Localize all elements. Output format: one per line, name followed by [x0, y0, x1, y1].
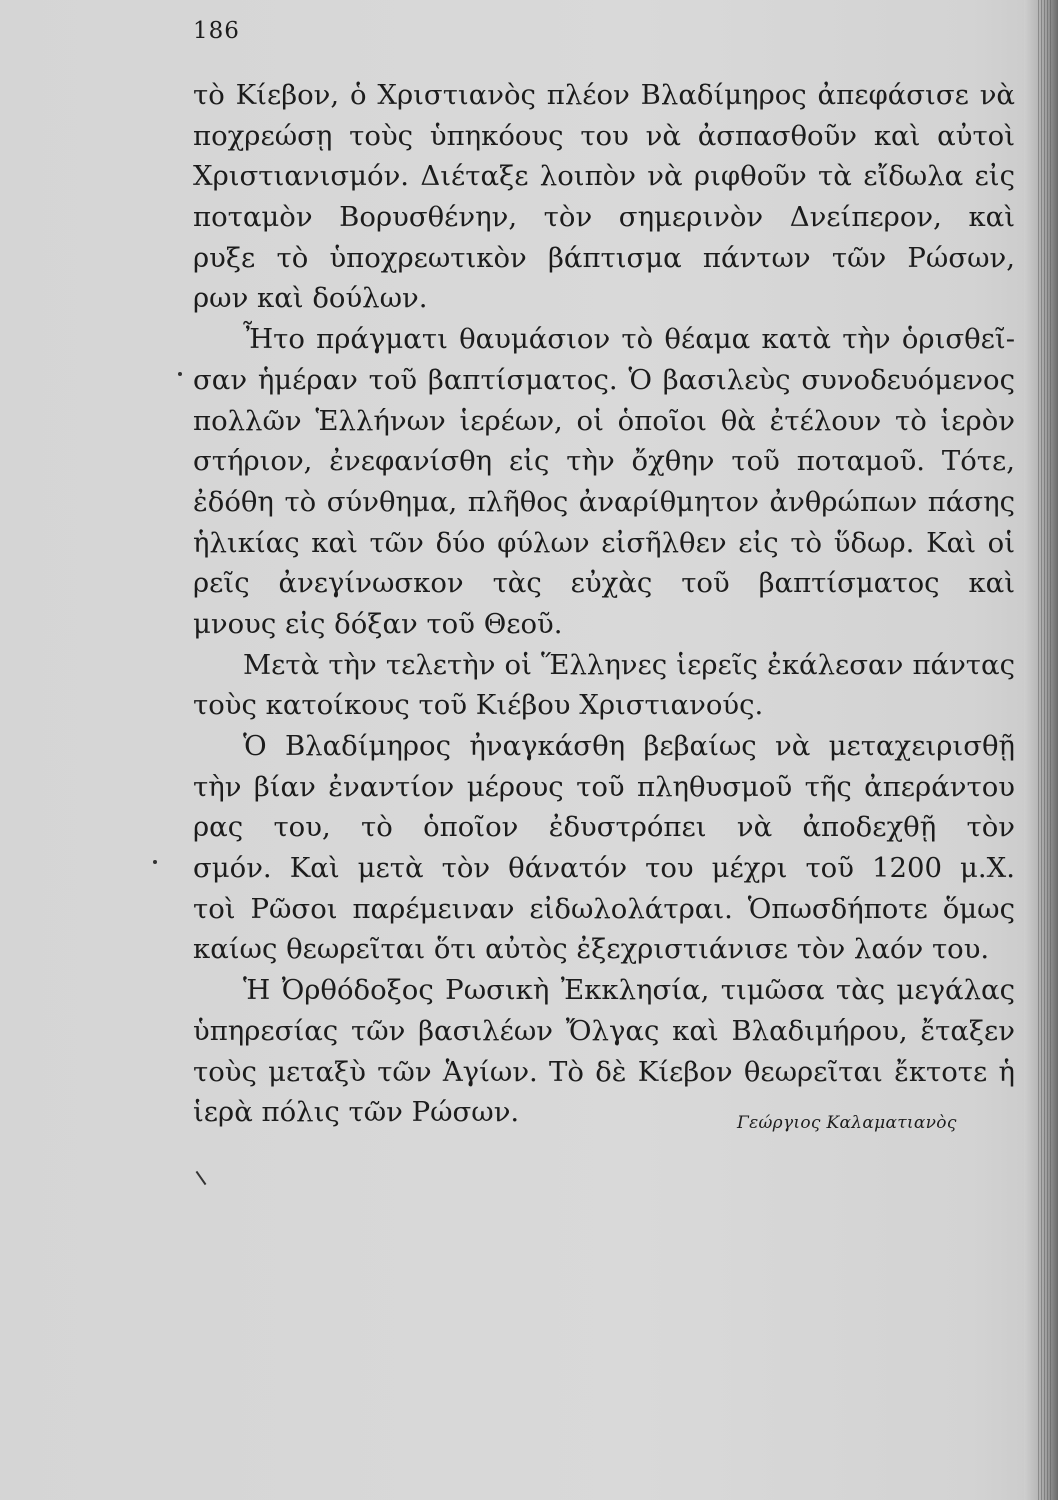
text-line: σμόν. Καὶ μετὰ τὸν θάνατόν του μέχρι τοῦ 1200 μ.Χ.: [193, 852, 1015, 885]
paragraph: [193, 970, 1015, 1133]
body-text: [193, 75, 1015, 1133]
text-line: ρυξε τὸ ὑποχρεωτικὸν βάπτισμα πάντων τῶν Ρώσων,: [193, 241, 1015, 274]
text-line: ποχρεώσῃ τοὺς ὑπηκόους του νὰ ἀσπασθοῦν καὶ αὐτοὶ: [193, 119, 1015, 152]
text-line: στήριον, ἐνεφανίσθη εἰς τὴν ὄχθην τοῦ ποταμοῦ. Τότε,: [193, 445, 1015, 478]
text-line: μνους εἰς δόξαν τοῦ Θεοῦ.: [193, 607, 563, 640]
text-line: πολλῶν Ἑλλήνων ἱερέων, οἱ ὁποῖοι θὰ ἐτέλουν τὸ ἱερὸν: [193, 404, 1015, 437]
page-number: 186: [193, 18, 240, 44]
text-line: τοὶ Ρῶσοι παρέμειναν εἰδωλολάτραι. Ὁπωσδήποτε ὅμως: [193, 892, 1015, 925]
text-line: τοὺς κατοίκους τοῦ Κιέβου Χριστιανούς.: [193, 689, 764, 722]
text-line: Ἡ Ὀρθόδοξος Ρωσικὴ Ἐκκλησία, τιμῶσα τὰς μεγάλας: [243, 974, 1015, 1007]
text-line: ὑπηρεσίας τῶν βασιλέων Ὄλγας καὶ Βλαδιμήρου, ἔταξεν: [193, 1014, 1015, 1047]
text-line: Ἦτο πράγματι θαυμάσιον τὸ θέαμα κατὰ τὴν ὁρισθεῖ-: [243, 323, 1015, 356]
page-edge-shadow: [1024, 0, 1058, 1500]
text-line: τὸ Κίεβον, ὁ Χριστιανὸς πλέον Βλαδίμηρος ἀπεφάσισε νὰ: [193, 79, 1015, 111]
text-line: ρων καὶ δούλων.: [193, 282, 428, 315]
stray-ink-dot: [153, 860, 157, 864]
text-line: ποταμὸν Βορυσθένην, τὸν σημερινὸν Δνείπερον, καὶ: [193, 201, 1015, 234]
text-line: ρας του, τὸ ὁποῖον ἐδυστρόπει νὰ ἀποδεχθῇ τὸν: [193, 811, 1015, 844]
text-line: ἱερὰ πόλις τῶν Ρώσων.: [193, 1096, 520, 1129]
page-stack-lines: [1038, 0, 1052, 1500]
text-line: Μετὰ τὴν τελετὴν οἱ Ἕλληνες ἱερεῖς ἐκάλεσαν πάντας: [243, 648, 1015, 681]
paragraph: [193, 726, 1015, 970]
paragraph: [193, 645, 1015, 726]
text-line: ρεῖς ἀνεγίνωσκον τὰς εὐχὰς τοῦ βαπτίσματος καὶ: [193, 567, 1015, 600]
stray-ink-dot: [178, 372, 182, 376]
text-line: Ὁ Βλαδίμηρος ἠναγκάσθη βεβαίως νὰ μεταχειρισθῇ: [243, 730, 1015, 762]
author-signature: Γεώργιος Καλαματιανὸς: [737, 1113, 957, 1133]
paragraph: [193, 319, 1015, 645]
text-line: ἡλικίας καὶ τῶν δύο φύλων εἰσῆλθεν εἰς τὸ ὕδωρ. Καὶ οἱ: [193, 526, 1015, 559]
text-line: τὴν βίαν ἐναντίον μέρους τοῦ πληθυσμοῦ τῆς ἀπεράντου: [193, 770, 1015, 803]
text-line: καίως θεωρεῖται ὅτι αὐτὸς ἐξεχριστιάνισε τὸν λαόν του.: [193, 933, 990, 966]
stray-ink-mark: [196, 1171, 207, 1185]
text-line: Χριστιανισμόν. Διέταξε λοιπὸν νὰ ριφθοῦν τὰ εἴδωλα εἰς: [193, 160, 1015, 193]
text-line: σαν ἡμέραν τοῦ βαπτίσματος. Ὁ βασιλεὺς συνοδευόμενος: [193, 363, 1015, 396]
paragraph: [193, 75, 1015, 319]
text-line: τοὺς μεταξὺ τῶν Ἁγίων. Τὸ δὲ Κίεβον θεωρεῖται ἔκτοτε ἡ: [193, 1055, 1015, 1088]
text-line: ἐδόθη τὸ σύνθημα, πλῆθος ἀναρίθμητον ἀνθρώπων πάσης: [193, 485, 1015, 518]
